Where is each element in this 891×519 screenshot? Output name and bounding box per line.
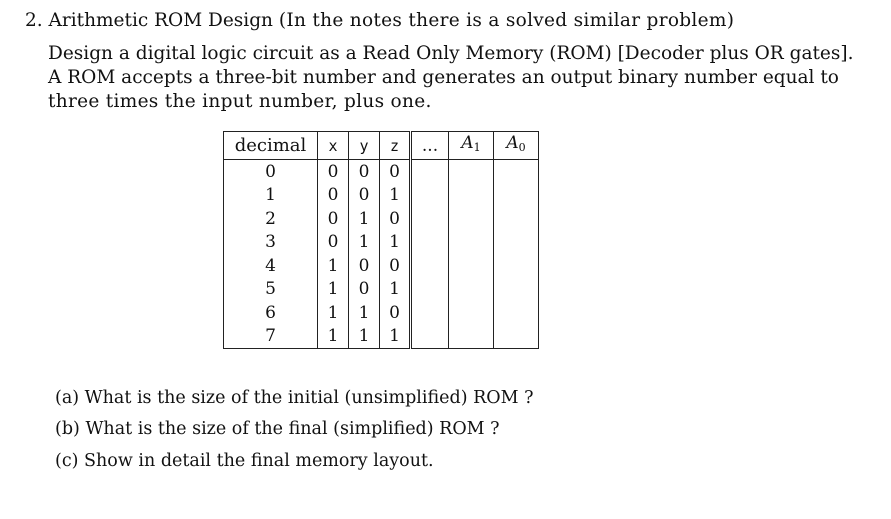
- cell-x: 1: [318, 325, 349, 349]
- cell-z: 1: [380, 184, 411, 208]
- header-a0: $A_0$: [494, 132, 539, 160]
- table-row: [224, 160, 539, 184]
- cell-x: 1: [318, 278, 349, 302]
- cell-a1: [449, 325, 494, 349]
- problem-number: 2.: [25, 10, 43, 31]
- cell-a0: [494, 254, 539, 278]
- description-line-3: three times the input number, plus one.: [48, 91, 432, 112]
- cell-a0: [494, 325, 539, 349]
- header-x: x: [318, 132, 349, 160]
- cell-y: 0: [349, 184, 380, 208]
- header-y: y: [349, 132, 380, 160]
- header-decimal: decimal: [224, 132, 318, 160]
- cell-a1: [449, 160, 494, 184]
- cell-dots: [411, 325, 449, 349]
- cell-dots: [411, 301, 449, 325]
- problem-title-note: (In the notes there is a solved similar problem): [278, 10, 735, 31]
- cell-dots: [411, 207, 449, 231]
- cell-a1: [449, 278, 494, 302]
- cell-decimal: 6: [224, 301, 318, 325]
- part-c: [55, 451, 434, 471]
- cell-dots: [411, 278, 449, 302]
- cell-decimal: 5: [224, 278, 318, 302]
- cell-y: 1: [349, 301, 380, 325]
- part-label: (c): [55, 451, 79, 471]
- table-row: [224, 325, 539, 349]
- problem-title: Arithmetic ROM Design: [48, 10, 273, 31]
- cell-z: 0: [380, 254, 411, 278]
- part-text: What is the size of the initial (unsimplified) ROM ?: [84, 388, 534, 408]
- cell-a1: [449, 231, 494, 255]
- header-z: z: [380, 132, 411, 160]
- cell-a0: [494, 278, 539, 302]
- cell-z: 1: [380, 325, 411, 349]
- table-row: [224, 184, 539, 208]
- cell-z: 0: [380, 207, 411, 231]
- cell-z: 0: [380, 301, 411, 325]
- cell-decimal: 0: [224, 160, 318, 184]
- table-row: [224, 231, 539, 255]
- cell-a1: [449, 301, 494, 325]
- cell-y: 1: [349, 231, 380, 255]
- cell-x: 1: [318, 301, 349, 325]
- cell-x: 0: [318, 231, 349, 255]
- header-a1: $A_1$: [449, 132, 494, 160]
- cell-a0: [494, 301, 539, 325]
- cell-decimal: 2: [224, 207, 318, 231]
- cell-z: 1: [380, 231, 411, 255]
- description-line-1: Design a digital logic circuit as a Read Only Memory (ROM) [Decoder plus OR gates].: [48, 43, 854, 64]
- part-a: [55, 388, 533, 408]
- truth-table: [223, 131, 539, 349]
- cell-dots: [411, 184, 449, 208]
- part-text: Show in detail the final memory layout.: [84, 451, 434, 471]
- cell-a0: [494, 207, 539, 231]
- part-label: (a): [55, 388, 80, 408]
- cell-x: 1: [318, 254, 349, 278]
- cell-y: 0: [349, 254, 380, 278]
- table-header-row: [224, 132, 539, 160]
- cell-a1: [449, 207, 494, 231]
- cell-y: 1: [349, 325, 380, 349]
- cell-y: 0: [349, 160, 380, 184]
- cell-a0: [494, 231, 539, 255]
- cell-y: 1: [349, 207, 380, 231]
- cell-a0: [494, 184, 539, 208]
- table-row: [224, 254, 539, 278]
- cell-z: 0: [380, 160, 411, 184]
- cell-a1: [449, 184, 494, 208]
- cell-x: 0: [318, 184, 349, 208]
- cell-a1: [449, 254, 494, 278]
- description-line-2: A ROM accepts a three-bit number and generates an output binary number equal to: [48, 67, 839, 88]
- cell-y: 0: [349, 278, 380, 302]
- part-label: (b): [55, 419, 80, 439]
- header-dots: ...: [411, 132, 449, 160]
- cell-decimal: 1: [224, 184, 318, 208]
- table-row: [224, 278, 539, 302]
- problem-heading: [25, 9, 734, 33]
- part-text: What is the size of the final (simplified) ROM ?: [85, 419, 500, 439]
- cell-a0: [494, 160, 539, 184]
- cell-z: 1: [380, 278, 411, 302]
- cell-decimal: 4: [224, 254, 318, 278]
- table-row: [224, 301, 539, 325]
- part-b: [55, 419, 500, 439]
- cell-dots: [411, 231, 449, 255]
- cell-decimal: 3: [224, 231, 318, 255]
- cell-decimal: 7: [224, 325, 318, 349]
- table-row: [224, 207, 539, 231]
- cell-dots: [411, 254, 449, 278]
- cell-x: 0: [318, 160, 349, 184]
- cell-dots: [411, 160, 449, 184]
- cell-x: 0: [318, 207, 349, 231]
